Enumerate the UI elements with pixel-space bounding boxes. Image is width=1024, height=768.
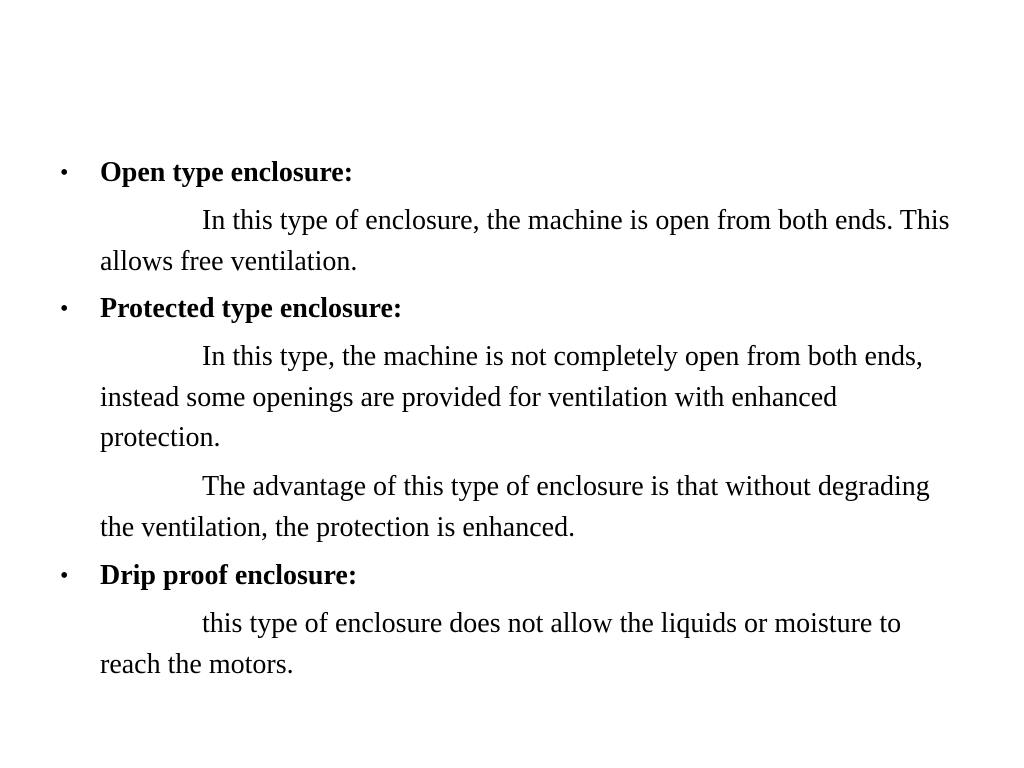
paragraph: In this type, the machine is not completely open from both ends, instead some openings are provided for ventilation with enhanced protection. — [100, 341, 923, 453]
bullet-icon: • — [60, 296, 69, 322]
paragraph: The advantage of this type of enclosure is that without degrading the ventilation, the protection is enhanced. — [100, 471, 930, 543]
bullet-icon: • — [60, 563, 69, 589]
bullet-icon: • — [60, 160, 69, 186]
paragraph: this type of enclosure does not allow the liquids or moisture to reach the motors. — [100, 608, 902, 680]
bullet-heading: Protected type enclosure: — [100, 293, 403, 324]
paragraph: In this type of enclosure, the machine is open from both ends. This allows free ventilation. — [100, 205, 950, 277]
bullet-heading: Open type enclosure: — [100, 157, 354, 188]
bullet-heading: Drip proof enclosure: — [100, 560, 358, 591]
